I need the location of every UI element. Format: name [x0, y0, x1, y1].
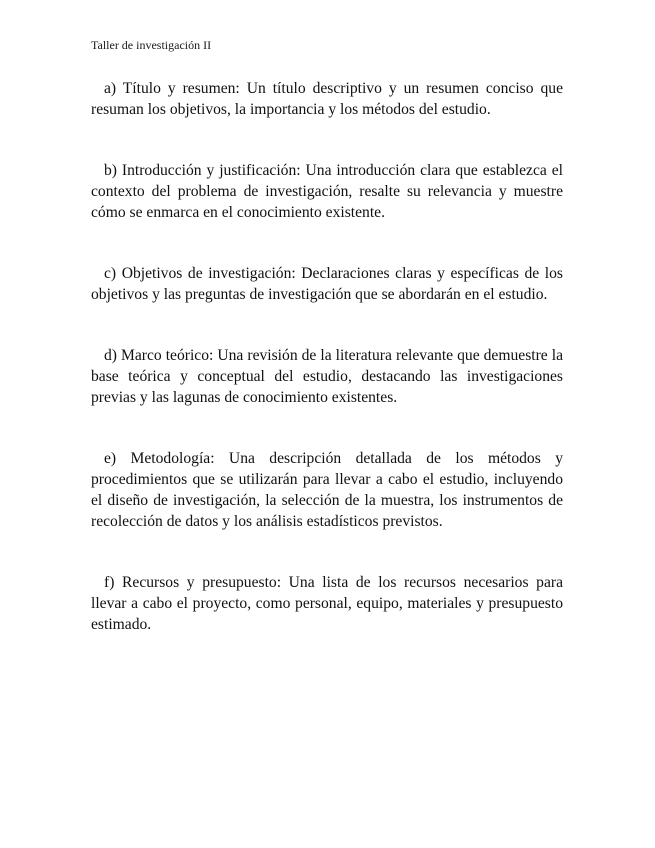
section-paragraph-titulo-resumen: a) Título y resumen: Un título descriptivo y un resumen conciso que resuman los objetivos, la importancia y los métodos del estudio.	[91, 80, 563, 118]
document-body	[91, 78, 563, 635]
section-paragraph-metodologia: e) Metodología: Una descripción detallada de los métodos y procedimientos que se utilizarán para llevar a cabo el estudio, incluyendo el diseño de investigación, la selección de la muestra, los instrumentos de recolección de datos y los análisis estadísticos previstos.	[91, 450, 563, 530]
section-paragraph-marco-teorico: d) Marco teórico: Una revisión de la literatura relevante que demuestre la base teórica y conceptual del estudio, destacando las investigaciones previas y las lagunas de conocimiento existentes.	[91, 347, 563, 406]
section-paragraph-recursos: f) Recursos y presupuesto: Una lista de los recursos necesarios para llevar a cabo el proyecto, como personal, equipo, materiales y presupuesto estimado.	[91, 574, 563, 633]
section-paragraph-introduccion: b) Introducción y justificación: Una introducción clara que establezca el contexto del problema de investigación, resalte su relevancia y muestre cómo se enmarca en el conocimiento existente.	[91, 162, 563, 221]
running-header: Taller de investigación II	[91, 38, 212, 52]
section-paragraph-objetivos: c) Objetivos de investigación: Declaraciones claras y específicas de los objetivos y las preguntas de investigación que se abordarán en el estudio.	[91, 265, 563, 303]
